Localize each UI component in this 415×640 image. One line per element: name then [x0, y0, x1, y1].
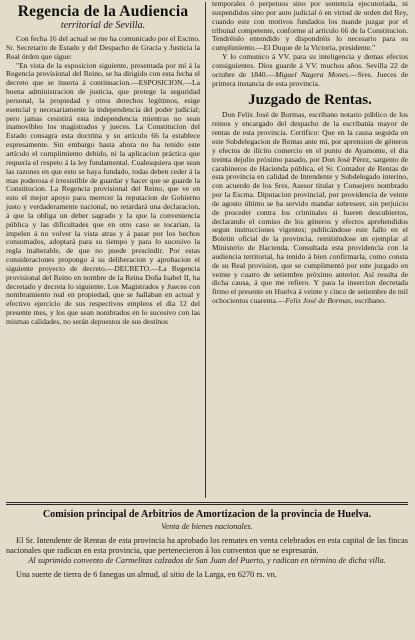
juzgado-certificate — [212, 111, 408, 306]
decree-continuation: temporales ó perpetuos sino por sentencia ejecutoriada, ni suspendidos sino por auto judicial ó en virtud de orden del Rey, cuando este con motivos fundados los mande juzgar por el tribunal competente, conforme al artículo 66 de la Constitucion. Tendréislo entendido y dispondréis lo necesario para su cumplimiento.—El Duque de la Victoria, presidente." — [212, 0, 408, 53]
communication-text: Y lo comunico á VV. para su inteligencia y demas efectos consiguientes. Dios guarde á VV. muchos años. Sevilla 22 de octubre de 1840.— — [212, 52, 408, 79]
communication-signature: Miguel Nagera Mones. — [275, 69, 350, 79]
juzgado-signature: Felix José de Bormas, — [285, 296, 353, 306]
communication-recipients: —Sres. Jueces de primera instancia de esta provincia. — [212, 69, 408, 88]
comision-paragraph: El Sr. Intendente de Rentas de esta provincia ha aprobado los remates en venta celebrados en esta capital de las fincas nacionales que radican en esta provincia, que pertenecieron á los conventos que se espresarán. — [6, 536, 408, 555]
regencia-heading: Regencia de la Audiencia — [17, 3, 189, 20]
regencia-subheading: territorial de Sevilla. — [60, 20, 146, 31]
juzgado-signature-role: escribano. — [354, 296, 386, 306]
communication-paragraph — [212, 53, 408, 88]
right-column — [212, 0, 408, 306]
juzgado-heading: Juzgado de Rentas. — [248, 92, 372, 109]
comision-subheading: Venta de bienes nacionales. — [161, 522, 253, 531]
bottom-section — [6, 502, 408, 579]
juzgado-body: Don Felix José de Bormas, escribano notario público de los reinos y encargado del despacho de la escribanía mayor de rentas de esta provincia. Certifico: Que en la causa seguida en este Subdelegacion de Rentas ante mí, por aprension de géneros y efectos de ilícito comercio en el punto de Ayamonte, el dia treinta dejulio próximo pasado, por Don José Pérez, sargento de carabineros de Hacienda pública, el Sr. Contador de Rentas de esta provincia en calidad de Intendente y Subdelegado interino, con acuerdo de los Sres. Asesor titular y Consejero nombrado por la Escma. Diputacion provincial, por providencia de veinte de agosto último se ha servido mandar sobreseer, sin perjuicio de proceder contra los criminales si fueren descubiertos, declarando el comiso de los géneros y efectos aprehendidos segun instrucciones vigentes; publicándose este fallo en el Boletin oficial de la provincia, remitiéndose un ejemplar al Ministerio de Hacienda. Consultada esta providencia con la audiencia territorial, ha tenido á bien confirmarla, como consta de su Real provision, que se cumplimentó por este juzgado en veinte y cuatro de setiembre próximo anterior. Así resulta de dicha causa, á que me refiero. Y para la insercion decretada firmo el presente en Huelva á veinte y cinco de setiembre de mil ochocientos cuarenta.— — [212, 110, 408, 306]
regencia-intro-paragraph: Con fecha 16 del actual se me ha comunicado por el Escmo. Sr. Secretario de Estado y del Despacho de Gracia y Justicia la Real órden que sigue: — [6, 34, 200, 61]
land-lot-line: Una suerte de tierra de 6 fanegas un almud, al sitio de la Larga, en 6270 rs. vn. — [16, 569, 277, 579]
section-double-rule — [6, 502, 408, 505]
convento-line: Al suprimido convento de Carmelitas calzados de San Juan del Puerto, y radican en término de dicha villa. — [28, 556, 386, 566]
regencia-decree-paragraph: "En vista de la esposicion siguiente, presentada por mí á la Regencia provisional del Reino, se ha dirigido con esta fecha el decreto que se inserta á continuacion.—ESPOSICION.—La buena administracion de justicia, que protege la seguridad personal, la propiedad y otros derechos legítimos, esige esencial y necesariamente la independencia del poder judicial; pero jamas cesistirá esta independencia mientras no sean inamovibles los magistrados y jueces. La Constitucion del Estado consagra esta doctrina y su artículo 66 la establece espresamente. Sin embargo hasta ahora no ha tenido este artículo el cumplimiento debido, ni la aplicacion práctica que requería el respeto á la ley fundamental. Cualesquiera que sean las razones en que esto se haya fundado, todas deben ceder á la mas poderosa é irresistible de guardar y hacer que se guarde la Constitucion. La Regencia provisional del Reino, que ve en esto el mejor apoyo para merecer la reputacion de Gobierno justo y verdaderamente nacional, no retardará una declaracion, á que la obliga un deber sagrado y la que la conveniencia pública y las dificultades que en otro caso se tocarian, la impelen á no volver la vista atras y á pasar por los hechos consumados, adoptará para su tiempo y para lo sucesivo la regla inalterable, de que no puede prescindir. Por estas consideraciones propongo á su deliberacion y aprobacion el siguiente proyecto de decreto.—DECRETO.—La Regencia provisional del Reino en nombre de la Reina Doña Isabel II, ha decretado y decreta lo siguiente. Los Magistrados y Jueces con nombramiento real en propiedad, que se hallaban en actual y efectivo ejercicio de sus respectivos empleos el dia 12 del presente mes, y los que sean nombrados en lo sucesivo con las mismas calidades, no serán depuestos de sus destinos — [6, 60, 200, 326]
comision-heading: Comision principal de Arbitrios de Amortizacion de la provincia de Huelva. — [42, 509, 372, 520]
left-column — [6, 0, 200, 327]
column-divider — [205, 2, 206, 498]
